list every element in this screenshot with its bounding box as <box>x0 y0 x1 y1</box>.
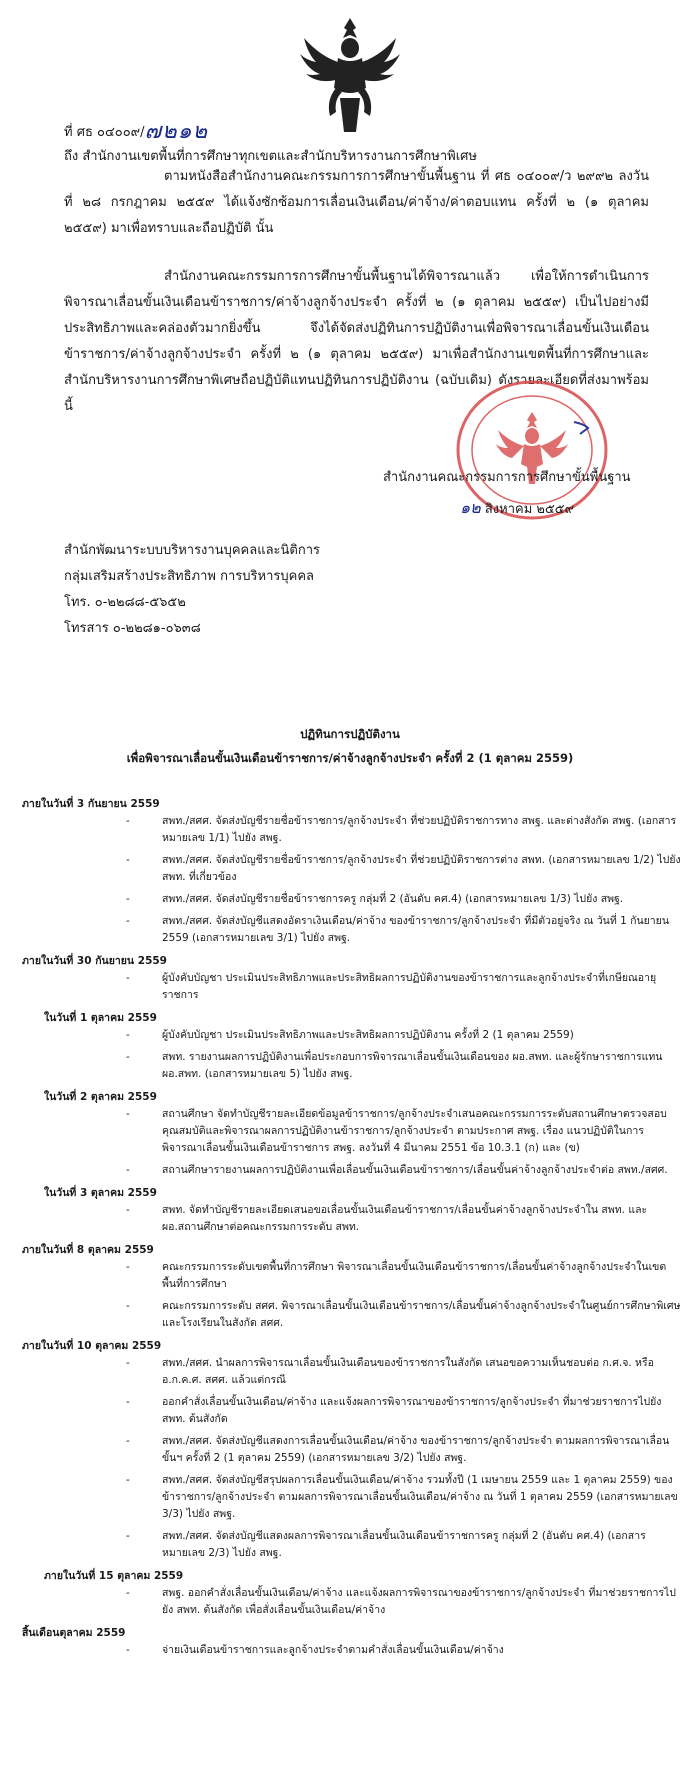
office-fax: โทรสาร ๐-๒๒๘๑-๐๖๓๘ <box>64 621 201 636</box>
schedule-item-text: สพฐ. ออกคำสั่งเลื่อนขั้นเงินเดือน/ค่าจ้าง และแจ้งผลการพิจารณาของข้าราชการ/ลูกจ้างประจำ ที่มาช่วยราชการไปยัง สพท. ต้นสังกัด เพื่อสั่งเลื่อนขั้นเงินเดือน/ค่าจ้าง <box>162 1587 676 1616</box>
schedule-date-heading: ภายในวันที่ 8 ตุลาคม 2559 <box>22 1244 154 1256</box>
schedule-item <box>22 1106 682 1157</box>
schedule-item-text: ผู้บังคับบัญชา ประเมินประสิทธิภาพและประสิทธิผลการปฏิบัติงาน ครั้งที่ 2 (1 ตุลาคม 2559) <box>162 1029 574 1041</box>
letter-paragraph-2: สำนักงานคณะกรรมการการศึกษาขั้นพื้นฐานได้พิจารณาแล้ว เพื่อให้การดำเนินการพิจารณาเลื่อนขั้นเงินเดือนข้าราชการ/ค่าจ้างลูกจ้างประจำ ครั้งที่ ๒ (๑ ตุลาคม ๒๕๕๙) เป็นไปอย่างมีประสิทธิภาพและคล่องตัวมากยิ่งขึ้น จึงได้จัดส่งปฏิทินการปฏิบัติงานเพื่อพิจารณาเลื่อนขั้นเงินเดือนข้าราชการ/ค่าจ้างลูกจ้างประจำ ครั้งที่ ๒ (๑ ตุลาคม ๒๕๕๙) มาเพื่อสำนักงานเขตพื้นที่การศึกษาและสำนักบริหารงานการศึกษาพิเศษถือปฏิบัติแทนปฏิทินการปฏิบัติงาน (ฉบับเดิม) ดังรายละเอียดที่ส่งมาพร้อมนี้ <box>64 269 649 414</box>
bullet-dash: - <box>126 854 130 866</box>
schedule-item <box>22 1528 682 1562</box>
schedule-item-text: สพท./สศศ. จัดส่งบัญชีรายชื่อข้าราชการครู กลุ่มที่ 2 (อันดับ คศ.4) (เอกสารหมายเลข 1/3) ไปยัง สพฐ. <box>162 893 624 905</box>
schedule-section <box>22 953 682 1004</box>
schedule-date-heading: ภายในวันที่ 15 ตุลาคม 2559 <box>44 1570 184 1582</box>
schedule-date-heading: ในวันที่ 1 ตุลาคม 2559 <box>44 1012 157 1024</box>
schedule-item-text: สพท./สศศ. จัดส่งบัญชีแสดงอัตราเงินเดือน/ค่าจ้าง ของข้าราชการ/ลูกจ้างประจำ ที่มีตัวอยู่จริง ณ วันที่ 1 กันยายน 2559 (เอกสารหมายเลข 3/1) ไปยัง สพฐ. <box>162 915 670 944</box>
bullet-dash: - <box>126 972 130 984</box>
bullet-dash: - <box>126 1029 130 1041</box>
calendar-title: ปฏิทินการปฏิบัติงาน <box>300 727 400 741</box>
schedule-item-text: สพท./สศศ. จัดส่งบัญชีรายชื่อข้าราชการ/ลูกจ้างประจำ ที่ช่วยปฏิบัติราชการทาง สพฐ. และต่างสังกัด สพฐ. (เอกสารหมายเลข 1/1) ไปยัง สพฐ. <box>162 815 677 844</box>
schedule-item <box>22 1027 682 1044</box>
schedule-section <box>22 1625 682 1659</box>
schedule-item <box>22 970 682 1004</box>
schedule-item-text: สพท. จัดทำบัญชีรายละเอียดเสนอขอเลื่อนขั้นเงินเดือนข้าราชการ/เลื่อนขั้นค่าจ้างลูกจ้างประจำใน สพท. และ ผอ.สถานศึกษาต่อคณะกรรมการระดับ สพท. <box>162 1204 648 1233</box>
calendar-subtitle: เพื่อพิจารณาเลื่อนขั้นเงินเดือนข้าราชการ/ค่าจ้างลูกจ้างประจำ ครั้งที่ 2 (1 ตุลาคม 2559) <box>126 751 574 765</box>
schedule-item <box>22 1433 682 1467</box>
bullet-dash: - <box>126 1108 130 1120</box>
schedule-section <box>22 1338 682 1562</box>
schedule-section <box>22 1010 682 1083</box>
bullet-dash: - <box>126 1204 130 1216</box>
office-phone: โทร. ๐-๒๒๘๘-๕๖๕๒ <box>64 595 186 610</box>
bullet-dash: - <box>126 1300 130 1312</box>
schedule-item <box>22 1585 682 1619</box>
schedule-item-text: ออกคำสั่งเลื่อนขั้นเงินเดือน/ค่าจ้าง และแจ้งผลการพิจารณาของข้าราชการ/ลูกจ้างประจำ ที่มาช่วยราชการไปยัง สพท. ต้นสังกัด <box>162 1396 662 1425</box>
schedule-item <box>22 1162 682 1179</box>
reference-label: ที่ ศธ ๐๔๐๐๙/ <box>64 125 145 140</box>
bullet-dash: - <box>126 1051 130 1063</box>
schedule-date-heading: สิ้นเดือนตุลาคม 2559 <box>22 1627 126 1639</box>
schedule-item-text: ผู้บังคับบัญชา ประเมินประสิทธิภาพและประสิทธิผลการปฏิบัติงานของข้าราชการและลูกจ้างประจำที่เกษียณอายุราชการ <box>162 972 657 1001</box>
bullet-dash: - <box>126 1164 130 1176</box>
signing-month-year: สิงหาคม ๒๕๕๙ <box>484 502 575 517</box>
bullet-dash: - <box>126 1587 130 1599</box>
schedule-item-text: สพท./สศศ. จัดส่งบัญชีสรุปผลการเลื่อนขั้นเงินเดือน/ค่าจ้าง รวมทั้งปี (1 เมษายน 2559 และ 1 ตุลาคม 2559) ของข้าราชการ/ลูกจ้างประจำ ตามผลการพิจารณาเลื่อนขั้นเงินเดือน/ค่าจ้าง ณ วันที่ 1 ตุลาคม 2559 (เอกสารหมายเลข 3/3) ไปยัง สพฐ. <box>162 1474 678 1520</box>
signatory-organization: สำนักงานคณะกรรมการการศึกษาขั้นพื้นฐาน <box>383 470 631 485</box>
schedule-item-text: สพท./สศศ. นำผลการพิจารณาเลื่อนขั้นเงินเดือนของข้าราชการในสังกัด เสนอขอความเห็นชอบต่อ ก.ศ.จ. หรือ อ.ก.ค.ศ. สศศ. แล้วแต่กรณี <box>162 1357 654 1386</box>
bullet-dash: - <box>126 1396 130 1408</box>
bullet-dash: - <box>126 1261 130 1273</box>
schedule-item <box>22 891 682 908</box>
schedule-section <box>22 1089 682 1179</box>
bullet-dash: - <box>126 815 130 827</box>
office-line: สำนักพัฒนาระบบบริหารงานบุคคลและนิติการ <box>64 543 321 558</box>
bullet-dash: - <box>126 1435 130 1447</box>
schedule-item <box>22 1394 682 1428</box>
schedule-date-heading: ในวันที่ 3 ตุลาคม 2559 <box>44 1187 157 1199</box>
bullet-dash: - <box>126 893 130 905</box>
bullet-dash: - <box>126 1357 130 1369</box>
office-line: กลุ่มเสริมสร้างประสิทธิภาพ การบริหารบุคคล <box>64 569 314 584</box>
schedule-item-text: สพท. รายงานผลการปฏิบัติงานเพื่อประกอบการพิจารณาเลื่อนขั้นเงินเดือนของ ผอ.สพท. และผู้รักษาราชการแทน ผอ.สพท. (เอกสารหมายเลข 5) ไปยัง สพฐ. <box>162 1051 663 1080</box>
schedule-item <box>22 852 682 886</box>
handwritten-day: ๑๒ <box>460 498 481 517</box>
schedule-item <box>22 1642 682 1659</box>
schedule-item-text: สพท./สศศ. จัดส่งบัญชีแสดงการเลื่อนขั้นเงินเดือน/ค่าจ้าง ของข้าราชการ/ลูกจ้างประจำ ตามผลการพิจารณาเลื่อนขั้นฯ ครั้งที่ 2 (1 ตุลาคม 2559) (เอกสารหมายเลข 3/2) ไปยัง สพฐ. <box>162 1435 670 1464</box>
calendar-schedule <box>22 796 682 1665</box>
bullet-dash: - <box>126 1530 130 1542</box>
reference-number <box>64 113 208 148</box>
schedule-date-heading: ภายในวันที่ 3 กันยายน 2559 <box>22 798 160 810</box>
signing-date <box>460 496 574 521</box>
handwritten-ref-number: ๗๒๑๒ <box>144 119 209 144</box>
schedule-section <box>22 1568 682 1619</box>
schedule-section <box>22 1242 682 1332</box>
schedule-item-text: สถานศึกษารายงานผลการปฏิบัติงานเพื่อเลื่อนขั้นเงินเดือนข้าราชการ/เลื่อนขั้นค่าจ้างลูกจ้างประจำต่อ สพท./สศศ. <box>162 1164 668 1176</box>
schedule-item-text: คณะกรรมการระดับ สศศ. พิจารณาเลื่อนขั้นเงินเดือนข้าราชการ/เลื่อนขั้นค่าจ้างลูกจ้างประจำในศูนย์การศึกษาพิเศษและโรงเรียนในสังกัด สศศ. <box>162 1300 681 1329</box>
schedule-date-heading: ภายในวันที่ 30 กันยายน 2559 <box>22 955 167 967</box>
schedule-item <box>22 1049 682 1083</box>
schedule-item <box>22 1355 682 1389</box>
schedule-item-text: สพท./สศศ. จัดส่งบัญชีรายชื่อข้าราชการ/ลูกจ้างประจำ ที่ช่วยปฏิบัติราชการต่าง สพท. (เอกสารหมายเลข 1/2) ไปยัง สพท. ที่เกี่ยวข้อง <box>162 854 681 883</box>
bullet-dash: - <box>126 915 130 927</box>
schedule-item-text: คณะกรรมการระดับเขตพื้นที่การศึกษา พิจารณาเลื่อนขั้นเงินเดือนข้าราชการ/เลื่อนขั้นค่าจ้างลูกจ้างประจำในเขตพื้นที่การศึกษา <box>162 1261 667 1290</box>
schedule-item <box>22 1298 682 1332</box>
schedule-date-heading: ในวันที่ 2 ตุลาคม 2559 <box>44 1091 157 1103</box>
schedule-date-heading: ภายในวันที่ 10 ตุลาคม 2559 <box>22 1340 162 1352</box>
schedule-item <box>22 813 682 847</box>
letter-paragraph-1: ตามหนังสือสำนักงานคณะกรรมการการศึกษาขั้นพื้นฐาน ที่ ศธ ๐๔๐๐๙/ว ๒๙๙๒ ลงวันที่ ๒๘ กรกฎาคม ๒๕๕๙ ได้แจ้งซักซ้อมการเลื่อนเงินเดือน/ค่าจ้าง/ค่าตอบแทน ครั้งที่ ๒ (๑ ตุลาคม ๒๕๕๙) มาเพื่อทราบและถือปฏิบัติ นั้น <box>64 169 649 236</box>
schedule-item-text: จ่ายเงินเดือนข้าราชการและลูกจ้างประจำตามคำสั่งเลื่อนขั้นเงินเดือน/ค่าจ้าง <box>162 1644 504 1656</box>
schedule-item-text: สถานศึกษา จัดทำบัญชีรายละเอียดข้อมูลข้าราชการ/ลูกจ้างประจำเสนอคณะกรรมการระดับสถานศึกษาตรวจสอบคุณสมบัติและพิจารณาผลการปฏิบัติงานข้าราชการ/ลูกจ้างประจำ ตามประกาศ สพฐ. เรื่อง แนวปฏิบัติในการพิจารณาเลื่อนขั้นเงินเดือนข้าราชการ สพฐ. ลงวันที่ 4 มีนาคม 2551 ข้อ 10.3.1 (ก) และ (ข) <box>162 1108 667 1154</box>
schedule-section <box>22 1185 682 1236</box>
garuda-emblem <box>298 14 402 138</box>
bullet-dash: - <box>126 1644 130 1656</box>
schedule-item <box>22 1202 682 1236</box>
schedule-item <box>22 1472 682 1523</box>
addressee-line: ถึง สำนักงานเขตพื้นที่การศึกษาทุกเขตและสำนักบริหารงานการศึกษาพิเศษ <box>64 149 477 164</box>
schedule-item <box>22 1259 682 1293</box>
schedule-item <box>22 913 682 947</box>
schedule-item-text: สพท./สศศ. จัดส่งบัญชีแสดงผลการพิจารณาเลื่อนขั้นเงินเดือนข้าราชการครู กลุ่มที่ 2 (อันดับ คศ.4) (เอกสารหมายเลข 2/3) ไปยัง สพฐ. <box>162 1530 646 1559</box>
schedule-section <box>22 796 682 947</box>
bullet-dash: - <box>126 1474 130 1486</box>
